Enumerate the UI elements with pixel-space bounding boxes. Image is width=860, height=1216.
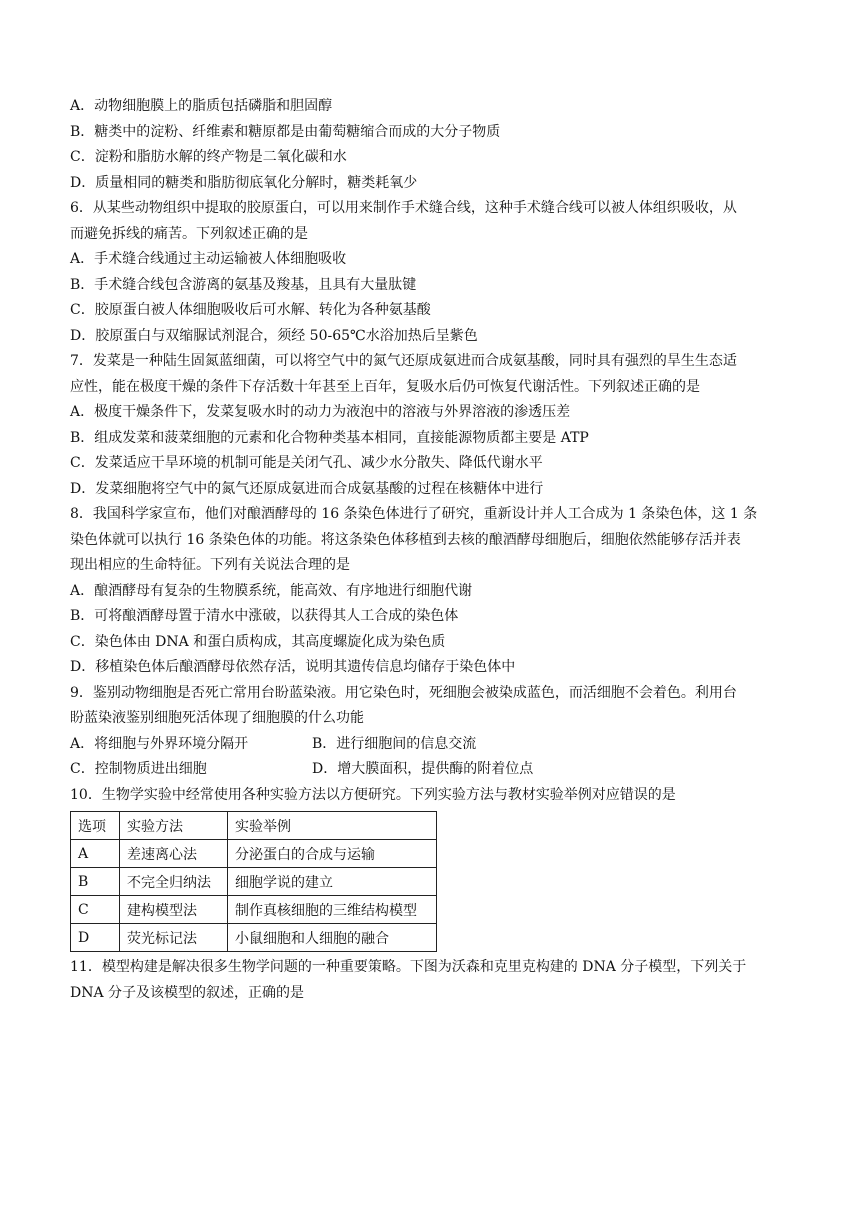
experiment-method-table bbox=[70, 811, 437, 952]
option-row bbox=[70, 732, 795, 758]
option-a: A．动物细胞膜上的脂质包括磷脂和胆固醇 bbox=[70, 98, 333, 114]
table-cell: 实验方法 bbox=[120, 812, 228, 840]
table-cell: 不完全归纳法 bbox=[120, 868, 228, 896]
option-row bbox=[70, 757, 795, 783]
option-d: D．发菜细胞将空气中的氮气还原成氨进而合成氨基酸的过程在核糖体中进行 bbox=[70, 480, 544, 497]
table-cell: 选项 bbox=[71, 812, 120, 840]
table-cell: 差速离心法 bbox=[120, 840, 228, 868]
question-stem: DNA 分子及该模型的叙述，正确的是 bbox=[70, 984, 305, 1001]
option-c: C．染色体由 DNA 和蛋白质构成，其高度螺旋化成为染色质 bbox=[70, 633, 446, 650]
question-stem: 7．发菜是一种陆生固氮蓝细菌，可以将空气中的氮气还原成氨进而合成氨基酸，同时具有强烈的旱生生态适 bbox=[70, 353, 737, 369]
question-stem: 11．模型构建是解决很多生物学问题的一种重要策略。下图为沃森和克里克构建的 DNA 分子模型，下列关于 bbox=[70, 959, 747, 975]
table-cell: 小鼠细胞和人细胞的融合 bbox=[228, 924, 437, 952]
option-a: A．酿酒酵母有复杂的生物膜系统，能高效、有序地进行细胞代谢 bbox=[70, 582, 473, 599]
question-9 bbox=[70, 681, 795, 783]
option-a: A．极度干燥条件下，发菜复吸水时的动力为液泡中的溶液与外界溶液的渗透压差 bbox=[70, 404, 571, 420]
option-c: C．发菜适应干旱环境的机制可能是关闭气孔、减少水分散失、降低代谢水平 bbox=[70, 455, 543, 471]
question-stem: 6．从某些动物组织中提取的胶原蛋白，可以用来制作手术缝合线，这种手术缝合线可以被人体组织吸收，从 bbox=[70, 200, 737, 216]
question-stem: 盼蓝染液鉴别细胞死活体现了细胞膜的什么功能 bbox=[70, 710, 364, 726]
option-c: C．淀粉和脂肪水解的终产物是二氧化碳和水 bbox=[70, 149, 347, 165]
question-11 bbox=[70, 955, 795, 1006]
option-d: D．胶原蛋白与双缩脲试剂混合，须经 50-65℃水浴加热后呈紫色 bbox=[70, 327, 478, 344]
table-cell: A bbox=[71, 840, 120, 868]
table-cell: C bbox=[71, 896, 120, 924]
table-cell: D bbox=[71, 924, 120, 952]
question-stem: 8．我国科学家宣布，他们对酿酒酵母的 16 条染色体进行了研究，重新设计并人工合成为 1 条染色体，这 1 条 bbox=[70, 506, 758, 522]
option-d: D．增大膜面积，提供酶的附着位点 bbox=[312, 761, 534, 777]
option-d: D．移植染色体后酿酒酵母依然存活，说明其遗传信息均储存于染色体中 bbox=[70, 659, 516, 675]
table-cell: 实验举例 bbox=[228, 812, 437, 840]
question-stem: 现出相应的生命特征。下列有关说法合理的是 bbox=[70, 557, 350, 573]
question-10 bbox=[70, 783, 795, 953]
question-7 bbox=[70, 349, 795, 502]
option-c: C．胶原蛋白被人体细胞吸收后可水解、转化为各种氨基酸 bbox=[70, 302, 431, 318]
option-b: B．糖类中的淀粉、纤维素和糖原都是由葡萄糖缩合而成的大分子物质 bbox=[70, 123, 501, 140]
table-cell: 分泌蛋白的合成与运输 bbox=[228, 840, 437, 868]
option-b: B．可将酿酒酵母置于清水中涨破，以获得其人工合成的染色体 bbox=[70, 608, 459, 624]
table-cell: 荧光标记法 bbox=[120, 924, 228, 952]
question-stem: 而避免拆线的痛苦。下列叙述正确的是 bbox=[70, 225, 308, 242]
option-c: C．控制物质进出细胞 bbox=[70, 761, 207, 777]
option-d: D．质量相同的糖类和脂肪彻底氧化分解时，糖类耗氧少 bbox=[70, 174, 418, 191]
table-row bbox=[71, 924, 437, 952]
option-a: A．将细胞与外界环境分隔开 bbox=[70, 735, 249, 752]
option-b: B．手术缝合线包含游离的氨基及羧基，且具有大量肽键 bbox=[70, 276, 417, 293]
option-b: B．进行细胞间的信息交流 bbox=[312, 735, 477, 752]
table-row bbox=[71, 896, 437, 924]
exam-page bbox=[70, 94, 795, 1006]
table-row bbox=[71, 868, 437, 896]
question-6 bbox=[70, 196, 795, 349]
question-stem: 染色体就可以执行 16 条染色体的功能。将这条染色体移植到去核的酿酒酵母细胞后，细胞依然能够存活并表 bbox=[70, 531, 741, 548]
option-a: A．手术缝合线通过主动运输被人体细胞吸收 bbox=[70, 251, 347, 267]
question-stem: 9．鉴别动物细胞是否死亡常用台盼蓝染液。用它染色时，死细胞会被染成蓝色，而活细胞不会着色。利用台 bbox=[70, 684, 737, 701]
question-5-options bbox=[70, 94, 795, 196]
option-b: B．组成发菜和菠菜细胞的元素和化合物种类基本相同，直接能源物质都主要是 ATP bbox=[70, 429, 589, 446]
question-stem: 10．生物学实验中经常使用各种实验方法以方便研究。下列实验方法与教材实验举例对应错误的是 bbox=[70, 786, 676, 803]
table-cell: B bbox=[71, 868, 120, 896]
question-stem: 应性，能在极度干燥的条件下存活数十年甚至上百年，复吸水后仍可恢复代谢活性。下列叙述正确的是 bbox=[70, 378, 700, 395]
table-cell: 建构模型法 bbox=[120, 896, 228, 924]
question-8 bbox=[70, 502, 795, 681]
table-cell: 细胞学说的建立 bbox=[228, 868, 437, 896]
table-row bbox=[71, 840, 437, 868]
table-cell: 制作真核细胞的三维结构模型 bbox=[228, 896, 437, 924]
table-header-row bbox=[71, 812, 437, 840]
